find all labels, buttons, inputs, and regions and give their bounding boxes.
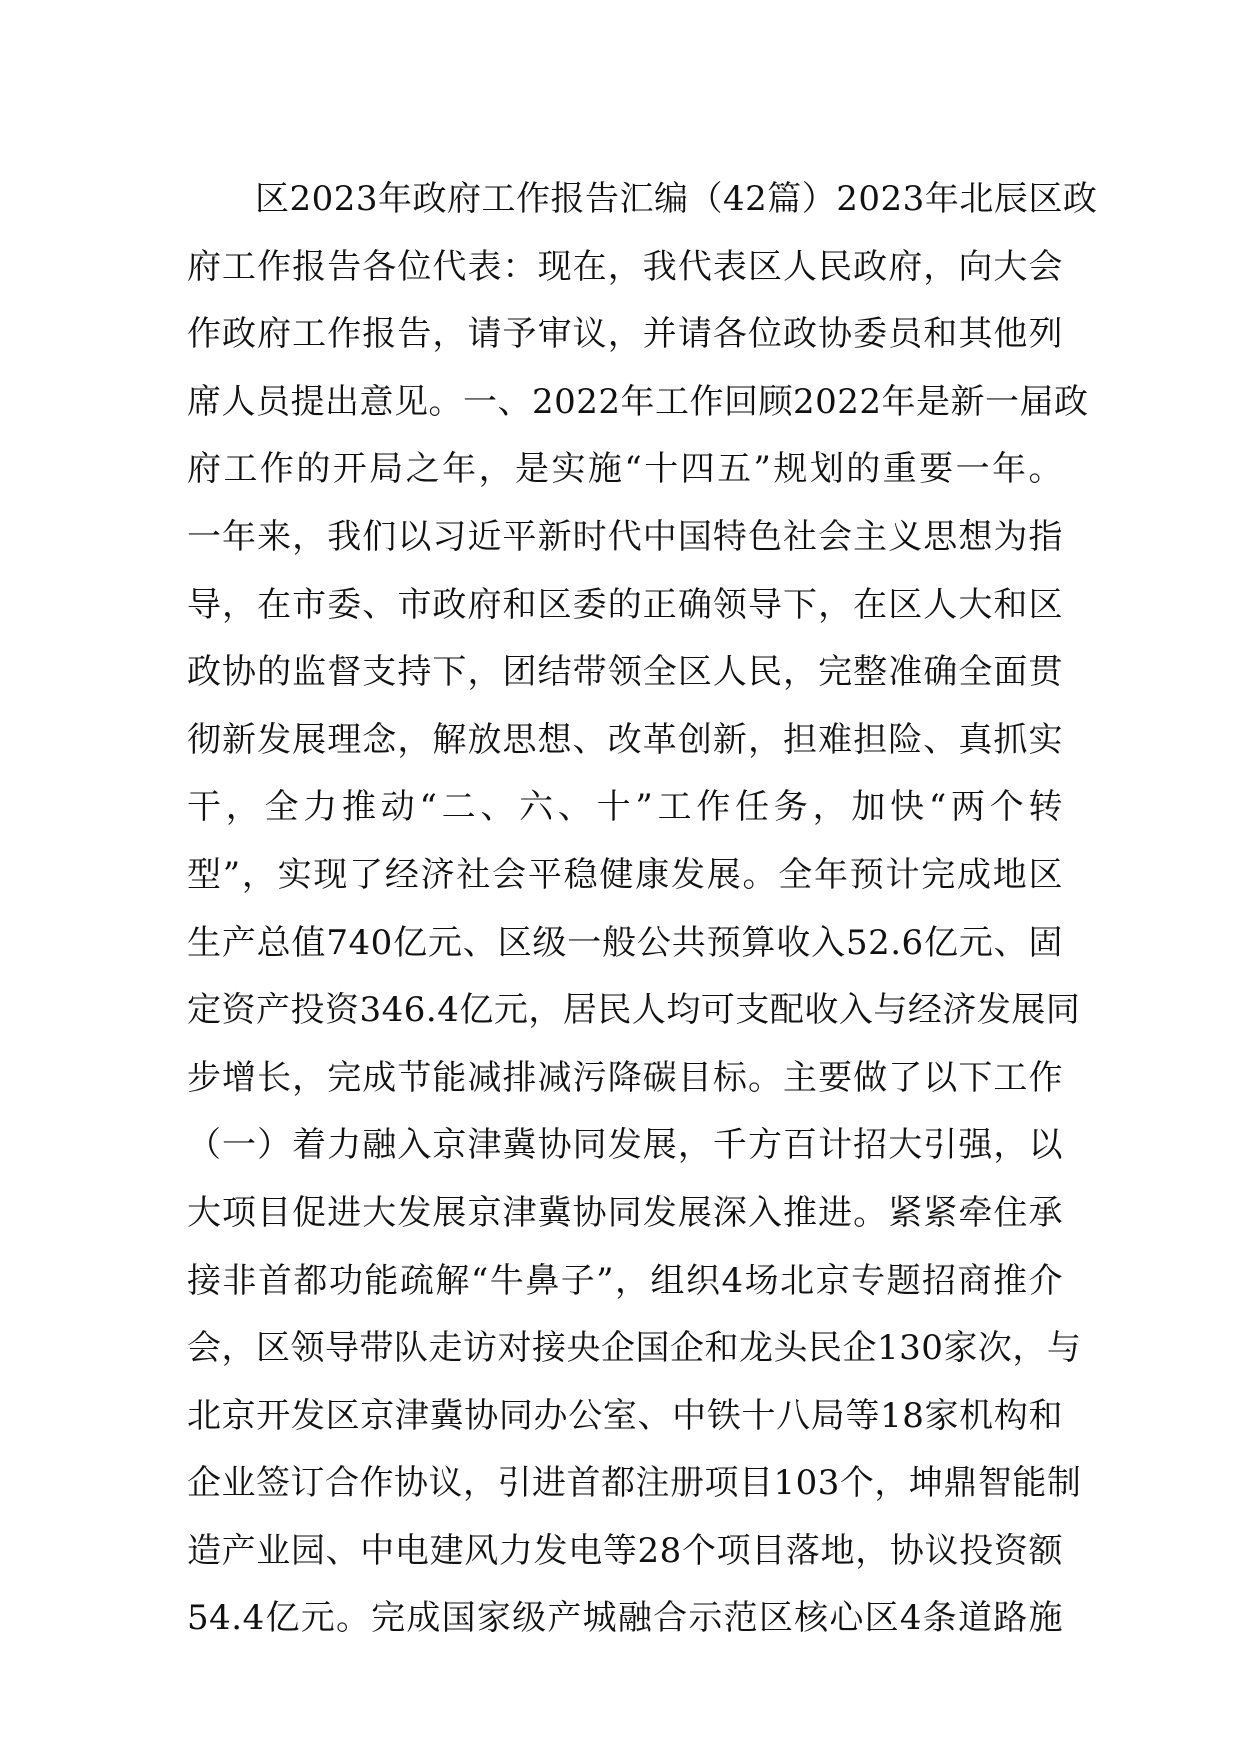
text-line: 定资产投资346.4亿元，居民人均可支配收入与经济发展同 xyxy=(187,990,1081,1031)
text-line: 造产业园、中电建风力发电等28个项目落地，协议投资额 xyxy=(187,1530,1063,1571)
text-line: 生产总值740亿元、区级一般公共预算收入52.6亿元、固 xyxy=(187,922,1063,963)
text-line: 席人员提出意见。一、2022年工作回顾2022年是新一届政 xyxy=(187,381,1089,422)
text-line: 54.4亿元。完成国家级产城融合示范区核心区4条道路施 xyxy=(187,1598,1063,1639)
text-line: 府工作的开局之年，是实施“十四五”规划的重要一年。 xyxy=(187,449,1063,490)
text-line: （一）着力融入京津冀协同发展，千方百计招大引强，以 xyxy=(187,1125,1063,1166)
text-line: 接非首都功能疏解“牛鼻子”，组织4场北京专题招商推介 xyxy=(187,1260,1063,1301)
text-line: 一年来，我们以习近平新时代中国特色社会主义思想为指 xyxy=(187,516,1063,557)
report-body-text xyxy=(187,166,1098,1653)
text-line: 府工作报告各位代表：现在，我代表区人民政府，向大会 xyxy=(187,246,1063,287)
text-line: 政协的监督支持下，团结带领全区人民，完整准确全面贯 xyxy=(187,652,1063,693)
text-line: 型”，实现了经济社会平稳健康发展。全年预计完成地区 xyxy=(187,854,1063,895)
text-line: 作政府工作报告，请予审议，并请各位政协委员和其他列 xyxy=(187,314,1063,355)
text-line: 会，区领导带队走访对接央企国企和龙头民企130家次，与 xyxy=(187,1328,1082,1369)
text-line: 干，全力推动“二、六、十”工作任务，加快“两个转 xyxy=(187,787,1063,828)
text-line: 企业签订合作协议，引进首都注册项目103个，坤鼎智能制 xyxy=(187,1463,1082,1504)
text-line: 北京开发区京津冀协同办公室、中铁十八局等18家机构和 xyxy=(187,1395,1063,1436)
text-line: 区2023年政府工作报告汇编（42篇）2023年北辰区政 xyxy=(255,179,1098,219)
text-line: 大项目促进大发展京津冀协同发展深入推进。紧紧牵住承 xyxy=(187,1192,1063,1233)
text-line: 步增长，完成节能减排减污降碳目标。主要做了以下工作 xyxy=(187,1057,1063,1098)
text-line: 彻新发展理念，解放思想、改革创新，担难担险、真抓实 xyxy=(187,719,1063,760)
text-line: 导，在市委、市政府和区委的正确领导下，在区人大和区 xyxy=(187,584,1063,625)
